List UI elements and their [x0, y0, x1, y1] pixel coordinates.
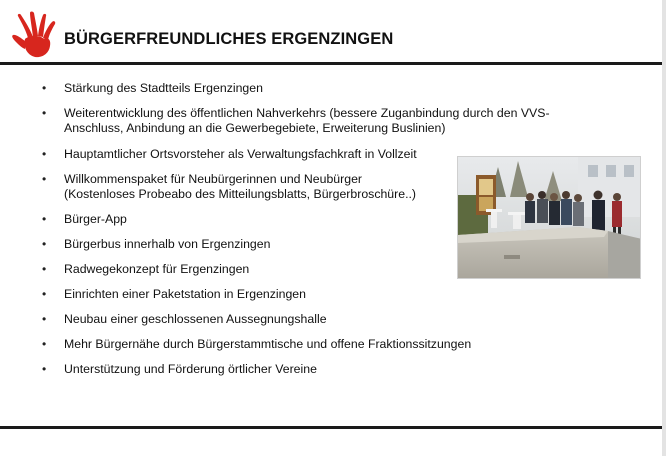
bullet-marker: • — [42, 212, 47, 226]
bullet-text — [64, 287, 306, 302]
bullet-text — [64, 81, 263, 96]
bullet-text — [64, 362, 317, 377]
bullet-marker: • — [42, 362, 47, 376]
bullet-text — [64, 172, 416, 202]
bullet-text — [64, 262, 249, 277]
bullet-text — [64, 312, 327, 327]
bullet-item — [38, 287, 306, 302]
header-divider — [0, 62, 662, 65]
bullet-marker: • — [42, 237, 47, 251]
bullet-text-line: Hauptamtlicher Ortsvorsteher als Verwaltungsfachkraft in Vollzeit — [64, 147, 417, 161]
bullet-item — [38, 362, 317, 377]
bullet-marker: • — [42, 106, 47, 120]
bullet-text — [64, 147, 417, 162]
bullet-marker: • — [42, 81, 47, 95]
bullet-text-line: Anschluss, Anbindung an die Gewerbegebiete, Erweiterung Buslinien) — [64, 121, 446, 135]
bullet-marker: • — [42, 287, 47, 301]
bullet-marker: • — [42, 337, 47, 351]
bullet-marker: • — [42, 172, 47, 186]
bullet-item — [38, 312, 327, 327]
bullet-text-line: Unterstützung und Förderung örtlicher Vereine — [64, 362, 317, 376]
bullet-item — [38, 147, 417, 162]
bullet-text-line: Weiterentwicklung des öffentlichen Nahverkehrs (bessere Zuganbindung durch den VVS- — [64, 106, 550, 120]
bullet-text-line: Willkommenspaket für Neubürgerinnen und Neubürger — [64, 172, 363, 186]
bullet-marker: • — [42, 147, 47, 161]
footer-divider — [0, 426, 662, 429]
bullet-marker: • — [42, 312, 47, 326]
bullet-text — [64, 106, 550, 136]
bullet-text-line: Radwegekonzept für Ergenzingen — [64, 262, 250, 276]
bullet-item — [38, 237, 270, 252]
page-title: BÜRGERFREUNDLICHES ERGENZINGEN — [64, 30, 394, 48]
bullet-text-line: (Kostenloses Probeabo des Mitteilungsblatts, Bürgerbroschüre..) — [64, 187, 417, 201]
photo-people-at-fountain — [457, 156, 641, 279]
bullet-text-line: Bürger-App — [64, 212, 127, 226]
bullet-text-line: Mehr Bürgernähe durch Bürgerstammtische und offene Fraktionssitzungen — [64, 337, 472, 351]
bullet-item — [38, 81, 263, 96]
bullet-item — [38, 212, 127, 227]
bullet-text-line: Neubau einer geschlossenen Aussegnungshalle — [64, 312, 327, 326]
bullet-text-line: Stärkung des Stadtteils Ergenzingen — [64, 81, 263, 95]
bullet-text — [64, 237, 270, 252]
bullet-item — [38, 262, 249, 277]
slide-edge — [662, 0, 666, 456]
bullet-text-line: Einrichten einer Paketstation in Ergenzingen — [64, 287, 306, 301]
bullet-item — [38, 106, 550, 136]
bullet-item — [38, 337, 471, 352]
bullet-text — [64, 337, 471, 352]
red-hand-icon — [11, 11, 57, 59]
bullet-text — [64, 212, 127, 227]
bullet-text-line: Bürgerbus innerhalb von Ergenzingen — [64, 237, 271, 251]
bullet-item — [38, 172, 416, 202]
bullet-marker: • — [42, 262, 47, 276]
